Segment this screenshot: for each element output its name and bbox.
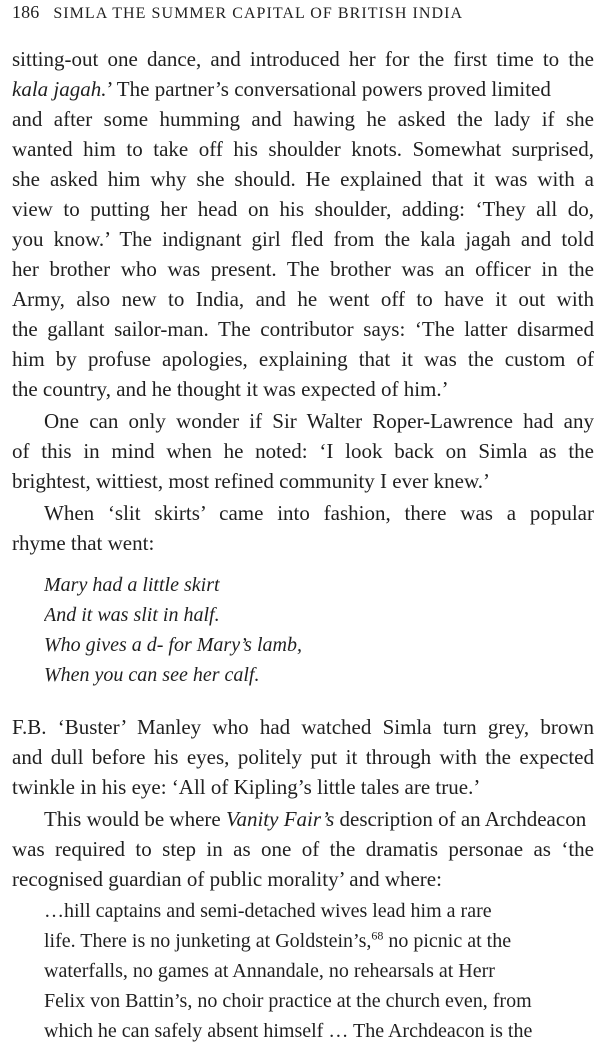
page-number: 186: [12, 2, 40, 22]
body-line: Army, also new to India, and he went off to have it out with: [12, 287, 594, 311]
body-line: of this in mind when he noted: ‘I look back on Simla as the: [12, 439, 594, 463]
body-line: and dull before his eyes, politely put it through with the expected: [12, 745, 594, 769]
poem-line: Mary had a little skirt: [44, 574, 220, 596]
body-line: recognised guardian of public morality’ and where:: [12, 867, 442, 891]
italic-title: Vanity Fair’s: [225, 807, 335, 831]
body-line: you know.’ The indignant girl fled from the kala jagah and told: [12, 227, 594, 251]
paragraph-start-line: When ‘slit skirts’ came into fashion, there was a popular: [44, 501, 594, 525]
block-quote-continuation: no picnic at the: [383, 930, 512, 952]
block-quote-line: [44, 926, 564, 956]
block-quote-line: Felix von Battin’s, no choir practice at the church even, from: [44, 990, 532, 1012]
body-line: she asked him why she should. He explained that it was with a: [12, 167, 594, 191]
block-quote-text: life. There is no junketing at Goldstein’s,: [44, 930, 372, 952]
body-line: rhyme that went:: [12, 531, 155, 555]
body-line: F.B. ‘Buster’ Manley who had watched Simla turn grey, brown: [12, 715, 594, 739]
body-line-continuation: ’ The partner’s conversational powers proved limited: [106, 77, 551, 101]
paragraph-start-line: One can only wonder if Sir Walter Roper-Lawrence had any: [44, 409, 594, 433]
body-line: view to putting her head on his shoulder, adding: ‘They all do,: [12, 197, 594, 221]
body-line: [12, 74, 594, 105]
block-quote-line: which he can safely absent himself … The Archdeacon is the: [44, 1020, 533, 1042]
body-line-text: This would be where: [44, 807, 221, 831]
poem-line: When you can see her calf.: [44, 664, 260, 686]
poem-line: And it was slit in half.: [44, 604, 220, 626]
block-quote-line: waterfalls, no games at Annandale, no rehearsals at Herr: [44, 960, 495, 982]
body-line: her brother who was present. The brother was an officer in the: [12, 257, 594, 281]
body-line-continuation: description of an Archdeacon: [334, 807, 587, 831]
body-line: wanted him to take off his shoulder knots. Somewhat surprised,: [12, 137, 594, 161]
body-line: the gallant sailor-man. The contributor says: ‘The latter disarmed: [12, 317, 594, 341]
block-quote-line: …hill captains and semi-detached wives lead him a rare: [44, 900, 492, 922]
body-line: sitting-out one dance, and introduced her for the first time to the: [12, 47, 594, 71]
body-line: and after some humming and hawing he asked the lady if she: [12, 107, 594, 131]
body-line: him by profuse apologies, explaining that it was the custom of: [12, 347, 594, 371]
body-line: brightest, wittiest, most refined community I ever knew.’: [12, 469, 491, 493]
page-header: [12, 2, 600, 32]
italic-term: kala jagah.: [12, 77, 107, 101]
footnote-reference: 68: [371, 928, 384, 943]
body-line: the country, and he thought it was expected of him.’: [12, 377, 449, 401]
paragraph-start-line: [44, 804, 594, 835]
poem-line: Who gives a d- for Mary’s lamb,: [44, 634, 302, 656]
body-line: was required to step in as one of the dramatis personae as ‘the: [12, 837, 594, 861]
body-line: twinkle in his eye: ‘All of Kipling’s little tales are true.’: [12, 775, 481, 799]
running-head: SIMLA THE SUMMER CAPITAL OF BRITISH INDIA: [53, 5, 464, 22]
